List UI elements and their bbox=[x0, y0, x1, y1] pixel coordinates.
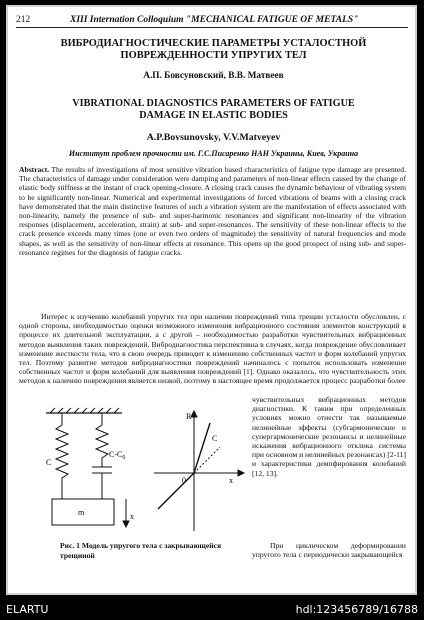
spring-mass-model bbox=[46, 408, 129, 527]
ru-title: ВИБРОДИАГНОСТИЧЕСКИЕ ПАРАМЕТРЫ УСТАЛОСТНОЙ ПОВРЕЖДЕННОСТИ УПРУГИХ ТЕЛ bbox=[60, 38, 367, 61]
header-rule bbox=[16, 27, 408, 28]
stiffness-line-closed bbox=[194, 423, 210, 473]
force-displacement-plot bbox=[154, 411, 244, 531]
footer-bar bbox=[0, 596, 424, 620]
footer-handle[interactable]: hdl:123456789/16788 bbox=[295, 603, 418, 616]
label-c: C bbox=[46, 458, 52, 467]
label-m: m bbox=[78, 508, 85, 517]
side-paragraph-2: При циклическом деформировании упругого тела с периодически закрывающейся bbox=[252, 541, 406, 560]
x-axis-arrow bbox=[238, 470, 244, 476]
label-c-plot: C bbox=[212, 434, 218, 443]
intro-paragraph: Интерес к изучению колебаний упругих тел при наличии повреждений типа трещин усталости обусловлен, с одной стороны, необходимостью оценки возможного изменения вибрационного состояния элементов конструкций в процессе их длительной эксплуатации, а с другой – необходимостью разработки чувствительных вибрационных методов выявления таких повреждений. Вибродиагностика перспективна в случаях, когда повреждение обусловливает изменение жесткости тела, что в свою очередь приводит к изменению собственных частот и форм колебаний упругих тел. Поэтому развитие методов вибродиагностики повреждений начиналось с попыток использовать изменение собственных частот и форм колебаний для выявления повреждений [1]. Однако оказалось, что чувствительность этих методов к наличию повреждения является низкой, поэтому в настоящее время продолжается процесс разработки более bbox=[19, 312, 406, 386]
institute: Институт проблем прочности им. Г.С.Писаренко НАН Украины, Киев, Украина bbox=[68, 149, 359, 158]
spring-c0 bbox=[56, 413, 68, 499]
y-axis-arrow bbox=[191, 411, 197, 417]
label-c-c0: $C-C_0$ bbox=[109, 450, 126, 461]
stiffness-line-open bbox=[158, 473, 194, 509]
footer-source: ELARTU bbox=[6, 603, 49, 616]
support-hatching bbox=[50, 408, 119, 413]
running-header bbox=[16, 15, 408, 29]
abstract bbox=[19, 165, 406, 257]
page-number: 212 bbox=[16, 15, 31, 25]
label-origin: 0 bbox=[182, 476, 186, 485]
side-paragraph: чувствительных вибрационных методов диагностики. К таким при определенных условиях можно отнести так называемые нелинейные эффекты (субгармонические и супергармонические резонансы и нелинейные искажения вибрационного отклика системы при основном и нелинейных резонансах) [2-11] и характеристики демпфирования колебаний [12, 13]. bbox=[252, 395, 406, 478]
arrow-head bbox=[123, 521, 129, 527]
spring-c-c0 bbox=[96, 413, 108, 467]
conference-title: XIII Internation Colloquium "MECHANICAL FATIGUE OF METALS" bbox=[70, 15, 359, 25]
figure-1 bbox=[16, 407, 246, 539]
label-r: R bbox=[186, 412, 192, 421]
en-title: VIBRATIONAL DIAGNOSTICS PARAMETERS OF FATIGUE DAMAGE IN ELASTIC BODIES bbox=[72, 98, 355, 121]
label-x-model: x bbox=[130, 512, 134, 521]
en-authors: A.P.Bovsunovsky, V.V.Matveyev bbox=[146, 132, 281, 143]
figure-caption: Рис. 1 Модель упругого тела с закрывающейся трещиной bbox=[60, 541, 222, 560]
paper-page bbox=[6, 5, 417, 595]
abstract-text: The results of investigations of most sensitive vibration based characteristics of fatigue type damage are presented. The characteristics of damage under consideration were damping and parameters of non-linear effects caused by the change of elastic body stiffness at the instant of crack opening-closure. A closing crack causes the dynamic behaviour of vibrating system to be significantly non-linear. Numerical and experimental investigations of forced vibrations of beams with a closing crack have demonstrated that the main distinctive features of such a vibration system are the manifestation of effects associated with non-linearity, namely the presence of sub- and super-harmonic resonances and significant non-linearity of the vibration responses (displacement, acceleration, strain) at sub- and super-resonances. The sensitivity of these non-linear effects to the crack presence exceeds many times (one or even two orders of magnitude) the sensitivity of natural frequencies and mode shapes, as well as the sensitivity of non-linear effects at resonance. This opens up the good prospect of using sub- and super-resonance regimes for the diagnosis of fatigue cracks. bbox=[19, 165, 406, 257]
ru-authors: А.П. Бовсуновский, В.В. Матвеев bbox=[143, 71, 284, 81]
label-x-plot: x bbox=[229, 476, 233, 485]
abstract-label: Abstract. bbox=[19, 165, 50, 174]
